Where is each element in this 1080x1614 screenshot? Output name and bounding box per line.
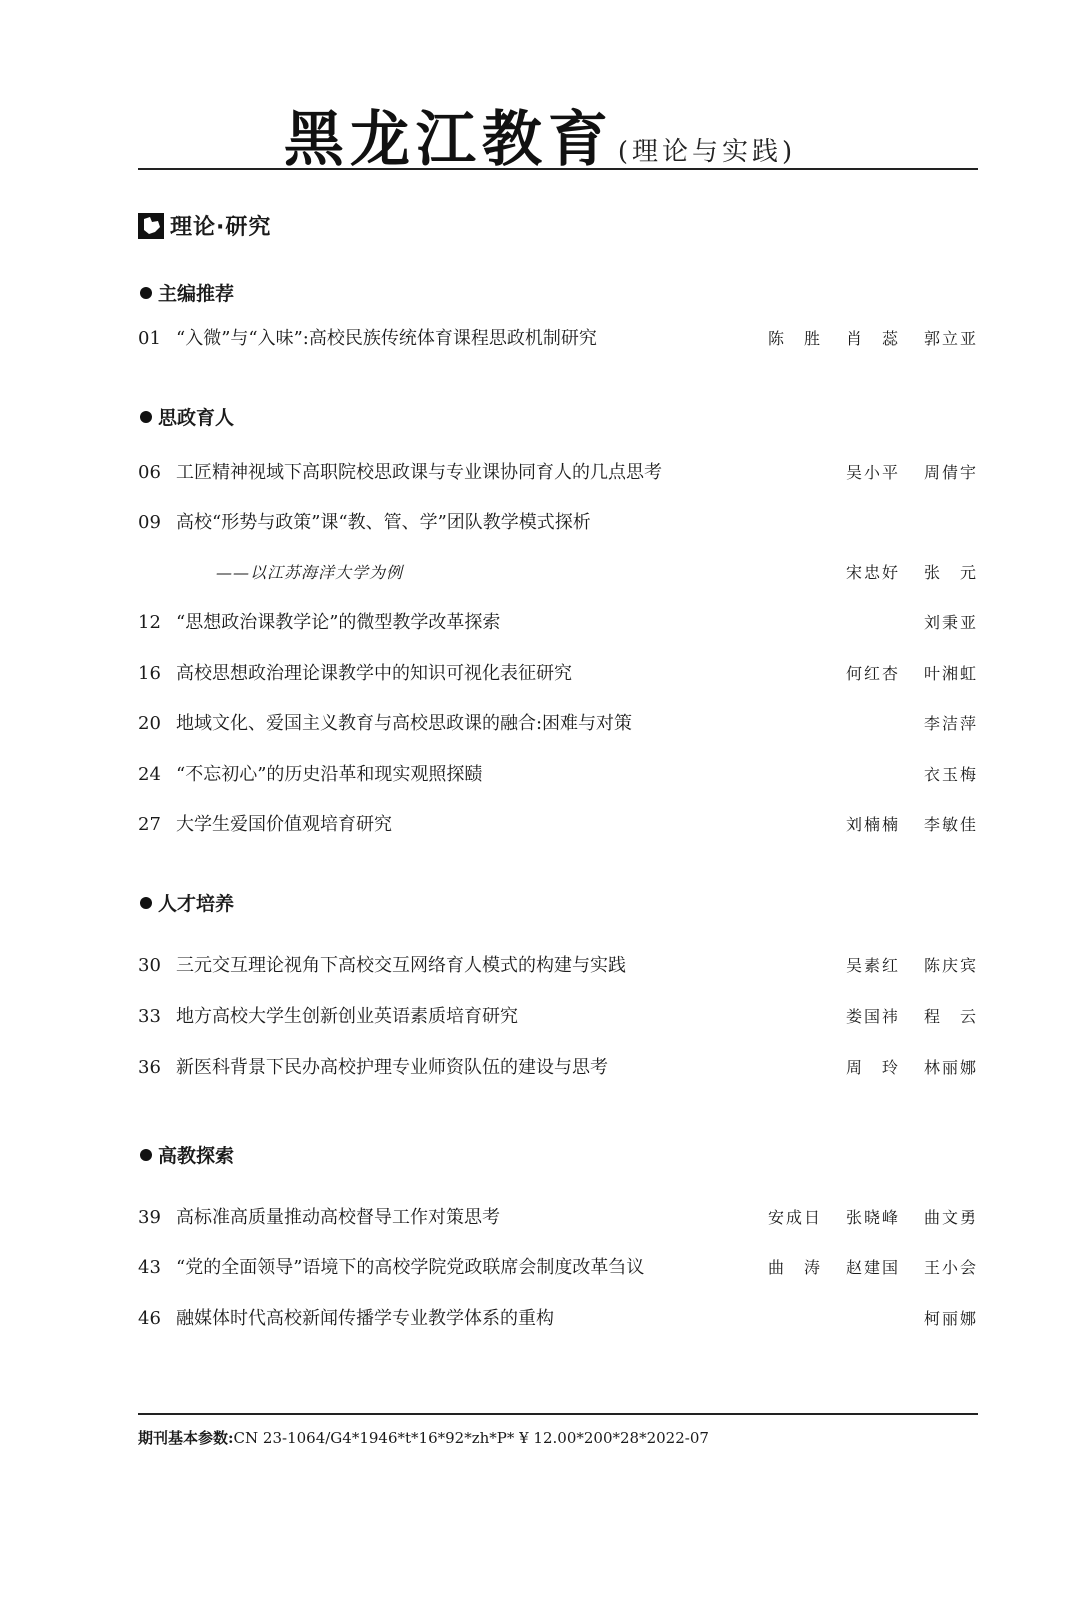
bullet-icon [140, 1149, 152, 1161]
parameters-value: CN 23-1064/G4*1946*t*16*92*zh*P* ¥ 12.00*200*28*2022-07 [233, 1429, 709, 1447]
toc-entry[interactable] [138, 610, 978, 636]
author-name: 陈 胜 [767, 329, 822, 348]
author-list [900, 762, 978, 788]
category-heading [140, 1141, 234, 1168]
article-title: “入微”与“入味”:高校民族传统体育课程思政机制研究 [176, 328, 597, 349]
toc-entry[interactable] [138, 326, 978, 352]
parameters-label: 期刊基本参数: [138, 1429, 234, 1447]
page-number: 27 [138, 814, 161, 835]
toc-entry[interactable] [138, 762, 978, 788]
toc-entry[interactable] [138, 1004, 978, 1030]
author-list [900, 610, 978, 636]
author-name: 柯丽娜 [923, 1309, 978, 1328]
author-name: 衣玉梅 [923, 765, 978, 784]
author-list [900, 711, 978, 737]
article-title: 大学生爱国价值观培育研究 [176, 814, 392, 835]
page-number: 24 [138, 764, 161, 785]
author-name: 林丽娜 [923, 1058, 978, 1077]
page-number: 43 [138, 1257, 161, 1278]
author-name: 周倩宇 [923, 463, 978, 482]
author-name: 宋忠好 [845, 563, 900, 582]
article-title: “思想政治课教学论”的微型教学改革探索 [176, 612, 501, 633]
category-name: 思政育人 [158, 407, 235, 429]
author-list [822, 1055, 978, 1081]
top-rule [138, 168, 978, 170]
author-name: 刘秉亚 [923, 613, 978, 632]
category-name: 人才培养 [158, 893, 235, 915]
article-title: “党的全面领导”语境下的高校学院党政联席会制度改革刍议 [176, 1257, 645, 1278]
author-name: 赵建国 [845, 1258, 900, 1277]
article-title: 高标准高质量推动高校督导工作对策思考 [176, 1207, 500, 1228]
author-name: 李洁萍 [923, 714, 978, 733]
journal-title: 黑龙江教育 [283, 105, 614, 175]
author-name: 曲文勇 [923, 1208, 978, 1227]
author-name: 吴小平 [845, 463, 900, 482]
toc-entry[interactable] [138, 812, 978, 838]
author-name: 李敏佳 [923, 815, 978, 834]
toc-entry[interactable] [138, 1306, 978, 1332]
author-name: 安成日 [767, 1208, 822, 1227]
author-list [822, 560, 978, 586]
bullet-icon [140, 411, 152, 423]
toc-entry[interactable] [138, 1055, 978, 1081]
category-heading [140, 889, 234, 916]
author-name: 肖 蕊 [845, 329, 900, 348]
bullet-icon [140, 897, 152, 909]
author-list [822, 460, 978, 486]
page-number: 12 [138, 612, 161, 633]
bottom-rule [138, 1413, 978, 1415]
section-icon [138, 213, 164, 239]
author-name: 周 玲 [845, 1058, 900, 1077]
author-name: 何红杏 [845, 664, 900, 683]
section-header [138, 210, 271, 241]
toc-entry[interactable] [138, 661, 978, 687]
article-title: “不忘初心”的历史沿革和现实观照探赜 [176, 764, 483, 785]
page-number: 16 [138, 663, 161, 684]
article-title: 地方高校大学生创新创业英语素质培育研究 [176, 1006, 518, 1027]
page-number: 46 [138, 1308, 161, 1329]
page-number: 33 [138, 1006, 161, 1027]
author-name: 娄国祎 [845, 1007, 900, 1026]
article-title: 地域文化、爱国主义教育与高校思政课的融合:困难与对策 [176, 713, 633, 734]
page-number: 09 [138, 512, 161, 533]
toc-entry[interactable] [138, 711, 978, 737]
page-number: 36 [138, 1057, 161, 1078]
author-list [744, 326, 978, 352]
author-name: 郭立亚 [923, 329, 978, 348]
author-name: 曲 涛 [767, 1258, 822, 1277]
toc-entry[interactable] [138, 510, 978, 536]
article-subtitle: ——以江苏海洋大学为例 [216, 563, 404, 582]
author-list [822, 661, 978, 687]
author-name: 张 元 [923, 563, 978, 582]
article-title: 工匠精神视域下高职院校思政课与专业课协同育人的几点思考 [176, 462, 662, 483]
author-name: 王小会 [923, 1258, 978, 1277]
page-number: 30 [138, 955, 161, 976]
page-number: 06 [138, 462, 161, 483]
article-title: 高校思想政治理论课教学中的知识可视化表征研究 [176, 663, 572, 684]
bullet-icon [140, 287, 152, 299]
category-heading [140, 279, 234, 306]
page-number: 39 [138, 1207, 161, 1228]
author-list [822, 1004, 978, 1030]
author-list [744, 1205, 978, 1231]
toc-entry[interactable] [138, 1255, 978, 1281]
author-list [822, 953, 978, 979]
article-title: 三元交互理论视角下高校交互网络育人模式的构建与实践 [176, 955, 626, 976]
author-list [900, 1306, 978, 1332]
author-name: 程 云 [923, 1007, 978, 1026]
toc-entry[interactable] [138, 460, 978, 486]
toc-entry[interactable] [138, 1205, 978, 1231]
author-name: 吴素红 [845, 956, 900, 975]
masthead [0, 92, 1080, 178]
category-name: 高教探索 [158, 1145, 235, 1167]
author-list [744, 1255, 978, 1281]
toc-entry-subtitle-line [138, 560, 978, 586]
article-title: 新医科背景下民办高校护理专业师资队伍的建设与思考 [176, 1057, 608, 1078]
category-heading [140, 403, 234, 430]
toc-entry[interactable] [138, 953, 978, 979]
author-list [822, 812, 978, 838]
article-title: 高校“形势与政策”课“教、管、学”团队教学模式探析 [176, 512, 591, 533]
author-name: 刘楠楠 [845, 815, 900, 834]
article-title: 融媒体时代高校新闻传播学专业教学体系的重构 [176, 1308, 554, 1329]
author-name: 叶湘虹 [923, 664, 978, 683]
journal-parameters [138, 1427, 709, 1448]
section-title: 理论·研究 [170, 215, 272, 240]
category-name: 主编推荐 [158, 283, 235, 305]
author-name: 陈庆宾 [923, 956, 978, 975]
page-number: 20 [138, 713, 161, 734]
journal-subtitle: (理论与实践) [617, 137, 797, 167]
author-name: 张晓峰 [845, 1208, 900, 1227]
page-number: 01 [138, 328, 161, 349]
